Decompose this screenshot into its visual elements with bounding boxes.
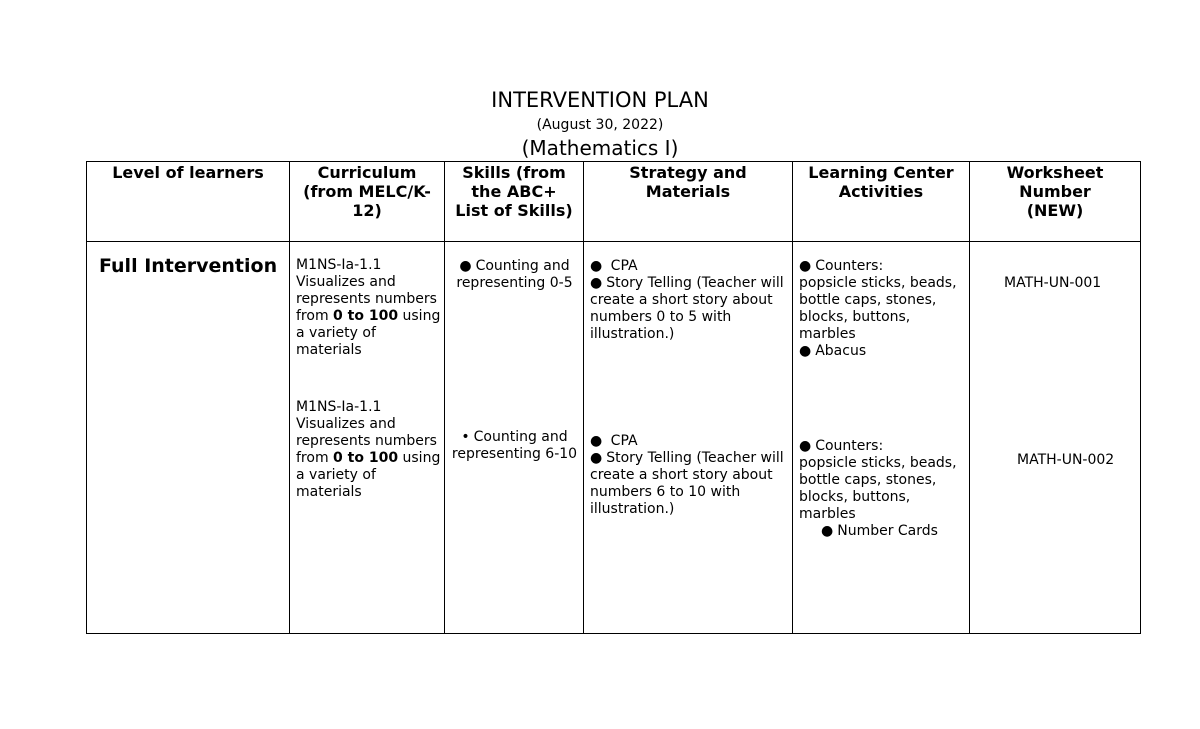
curriculum-entry-1: [296, 257, 441, 359]
cell-level: [87, 242, 290, 634]
worksheet-number-2: MATH-UN-002: [1017, 452, 1115, 468]
list-item: ● CPA: [590, 258, 638, 274]
bullet-icon: •: [461, 429, 470, 445]
list-item: ● Story Telling (Teacher will create a short story about numbers 6 to 10 with illustration.): [590, 450, 784, 517]
list-item: ● Story Telling (Teacher will create a short story about numbers 0 to 5 with illustration.): [590, 275, 784, 342]
document-title: INTERVENTION PLAN: [491, 88, 709, 112]
activity-detail: popsicle sticks, beads, bottle caps, stones, blocks, buttons, marbles: [799, 455, 957, 522]
bullet-icon: ●: [590, 433, 603, 449]
curriculum-entry-2: [296, 399, 441, 501]
bullet-icon: ●: [459, 258, 472, 274]
activity-group-2: [799, 438, 965, 540]
bullet-icon: ●: [590, 258, 603, 274]
curriculum-code: M1NS-Ia-1.1: [296, 257, 382, 273]
header-level: Level of learners: [87, 162, 290, 242]
skill-item-1: ● Counting and representing 0-5: [456, 258, 573, 291]
bullet-icon: ●: [799, 258, 812, 274]
curriculum-desc: Visualizes and represents numbers from 0 to 100 using a variety of materials: [296, 274, 441, 358]
header-strategy: Strategy and Materials: [584, 162, 793, 242]
bullet-icon: ●: [799, 438, 812, 454]
cell-skills: [445, 242, 584, 634]
curriculum-code: M1NS-Ia-1.1: [296, 399, 382, 415]
cell-worksheet: [970, 242, 1141, 634]
intervention-table: [86, 161, 1141, 634]
table-header-row: [87, 162, 1141, 242]
cell-strategy: [584, 242, 793, 634]
cell-curriculum: [290, 242, 445, 634]
bullet-icon: ●: [799, 343, 812, 359]
document-subject: (Mathematics I): [521, 136, 679, 160]
bullet-icon: ●: [590, 450, 603, 466]
skill-item-2: • Counting and representing 6-10: [451, 429, 578, 462]
document-date: (August 30, 2022): [536, 117, 664, 133]
list-item: ● Counters:: [799, 258, 884, 274]
list-item: ● Number Cards: [821, 523, 938, 539]
activity-group-1: [799, 258, 965, 360]
curriculum-desc: Visualizes and represents numbers from 0 to 100 using a variety of materials: [296, 416, 441, 500]
activity-detail: popsicle sticks, beads, bottle caps, stones, blocks, buttons, marbles: [799, 275, 957, 342]
list-item: ● CPA: [590, 433, 638, 449]
worksheet-number-1: MATH-UN-001: [1004, 275, 1102, 291]
table-row: [87, 242, 1141, 634]
header-worksheet: Worksheet Number (NEW): [970, 162, 1141, 242]
strategy-group-1: [590, 258, 786, 343]
bullet-icon: ●: [821, 523, 834, 539]
level-label: Full Intervention: [99, 255, 278, 277]
strategy-group-2: [590, 433, 786, 518]
list-item: ● Abacus: [799, 343, 867, 359]
header-curriculum: Curriculum (from MELC/K-12): [290, 162, 445, 242]
cell-activities: [793, 242, 970, 634]
bullet-icon: ●: [590, 275, 603, 291]
header-skills: Skills (from the ABC+ List of Skills): [445, 162, 584, 242]
list-item: ● Counters:: [799, 438, 884, 454]
header-activities: Learning Center Activities: [793, 162, 970, 242]
